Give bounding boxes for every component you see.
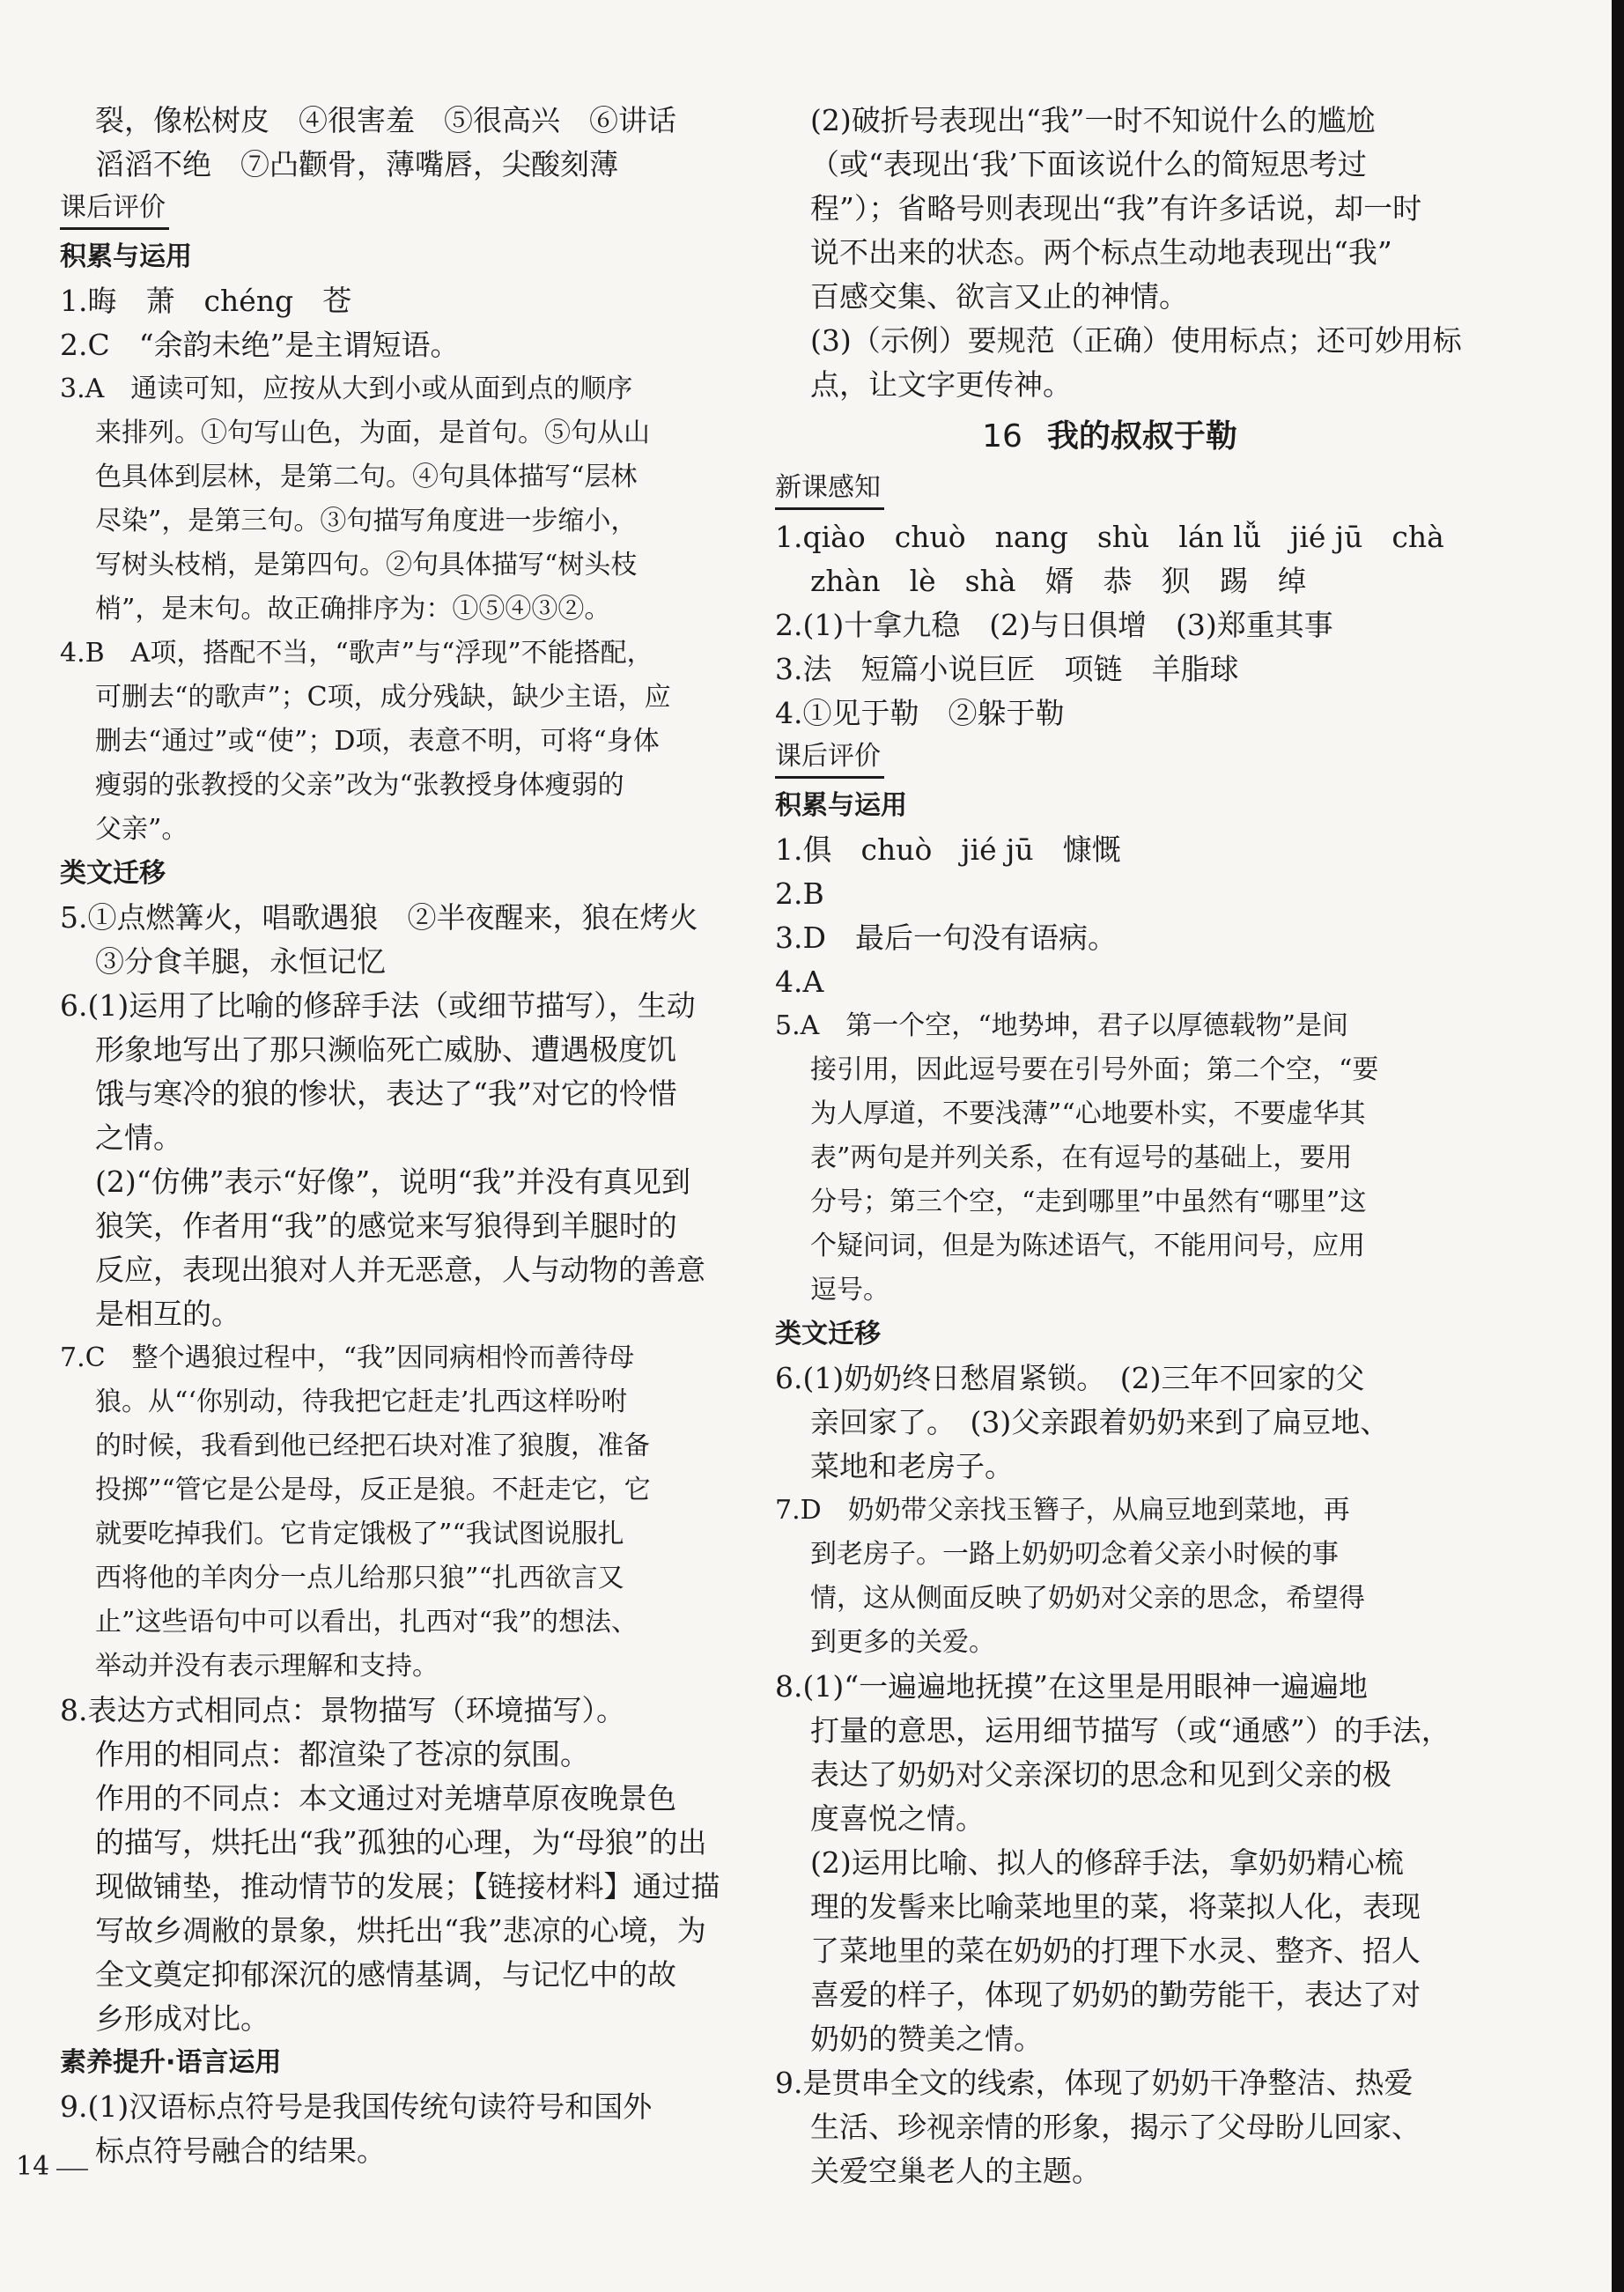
text-line: (2)破折号表现出“我”一时不知说什么的尴尬 xyxy=(810,103,1376,137)
new-lesson-answers xyxy=(775,515,1444,736)
text-line: 接引用，因此逗号要在引号外面；第二个空，“要 xyxy=(810,1054,1379,1085)
text-line: 作用的相同点：都渲染了苍凉的氛围。 xyxy=(95,1737,589,1771)
text-line: 说不出来的状态。两个标点生动地表现出“我” xyxy=(810,235,1392,270)
right-continuation xyxy=(775,99,1462,407)
text-line: 尽染”，是第三句。③句描写角度进一步缩小， xyxy=(95,506,638,536)
text-line: 7.D 奶奶带父亲找玉簪子，从扁豆地到菜地，再 xyxy=(775,1495,1350,1526)
text-line: 到更多的关爱。 xyxy=(810,1627,995,1658)
text-line: 现做铺垫，推动情节的发展；【链接材料】通过描 xyxy=(95,1869,720,1904)
text-line: 为人厚道，不要浅薄”“心地要朴实，不要虚华其 xyxy=(810,1098,1366,1129)
text-line: 作用的不同点：本文通过对羌塘草原夜晚景色 xyxy=(95,1781,676,1815)
text-line: 奶奶的赞美之情。 xyxy=(810,2022,1043,2056)
text-line: 8.(1)“一遍遍地抚摸”在这里是用眼神一遍遍地 xyxy=(775,1669,1368,1704)
right-column xyxy=(775,99,1462,2193)
text-line: 可删去“的歌声”；C项，成分残缺，缺少主语，应 xyxy=(95,682,671,713)
text-line: 举动并没有表示理解和支持。 xyxy=(95,1651,439,1682)
text-line: 关爱空巢老人的主题。 xyxy=(810,2154,1101,2188)
text-line: 个疑问词，但是为陈述语气，不能用问号，应用 xyxy=(810,1231,1365,1261)
text-line: 瘦弱的张教授的父亲”改为“张教授身体瘦弱的 xyxy=(95,770,624,801)
text-line: 的描写，烘托出“我”孤独的心理，为“母狼”的出 xyxy=(95,1825,707,1859)
accumulation-answers-2 xyxy=(775,828,1444,1312)
accumulation-answers xyxy=(60,279,729,852)
text-line: 2.C “余韵未绝”是主谓短语。 xyxy=(60,328,460,362)
text-line: 3.法 短篇小说巨匠 项链 羊脂球 xyxy=(775,652,1239,686)
text-line: 色具体到层林，是第二句。④句具体描写“层林 xyxy=(95,462,638,492)
section-tag-after-class-eval: 课后评价 xyxy=(60,190,169,230)
lesson-title xyxy=(775,412,1444,462)
text-line: 点，让文字更传神。 xyxy=(810,367,1072,402)
similar-text-answers-2 xyxy=(775,1357,1451,2193)
text-line: 生活、珍视亲情的形象，揭示了父母盼儿回家、 xyxy=(810,2110,1421,2144)
text-line: 3.A 通读可知，应按从大到小或从面到点的顺序 xyxy=(60,373,633,404)
text-line: 打量的意思，运用细节描写（或“通感”）的手法， xyxy=(810,1713,1451,1748)
text-line: 6.(1)运用了比喻的修辞手法（或细节描写），生动 xyxy=(60,988,696,1023)
text-line: 9.是贯串全文的线索，体现了奶奶干净整洁、热爱 xyxy=(775,2066,1414,2100)
page-number: 14 xyxy=(16,2151,50,2182)
text-line: 标点符号融合的结果。 xyxy=(95,2133,386,2168)
text-line: 3.D 最后一句没有语病。 xyxy=(775,920,1117,955)
section-heading-accumulation-2: 积累与运用 xyxy=(775,790,907,821)
text-line: 菜地和老房子。 xyxy=(810,1449,1014,1483)
text-line: 来排列。①句写山色，为面，是首句。⑤句从山 xyxy=(95,418,650,448)
similar-text-answers xyxy=(60,896,729,2041)
text-line: zhàn lè shà 婿 恭 狈 踢 绰 xyxy=(810,564,1307,598)
lesson-name: 我的叔叔于勒 xyxy=(1046,418,1237,455)
text-line: 乡形成对比。 xyxy=(95,2001,269,2036)
text-line: 4.①见于勒 ②躲于勒 xyxy=(775,696,1065,730)
text-line: 写树头枝梢，是第四句。②句具体描写“树头枝 xyxy=(95,550,638,580)
text-line: 删去“通过”或“使”；D项，表意不明，可将“身体 xyxy=(95,726,660,757)
text-line: 父亲”。 xyxy=(95,814,188,845)
text-line: 狼。从“‘你别动，待我把它赶走’扎西这样吩咐 xyxy=(95,1386,628,1417)
text-line: 是相互的。 xyxy=(95,1297,240,1331)
section-heading-literacy: 素养提升·语言运用 xyxy=(60,2047,282,2078)
text-line: 1.俱 chuò jié jū 慷慨 xyxy=(775,832,1121,867)
text-line: 表”两句是并列关系，在有逗号的基础上，要用 xyxy=(810,1142,1353,1173)
text-line: 2.B xyxy=(775,876,824,911)
text-line: 逗号。 xyxy=(810,1275,890,1305)
text-line: 4.A xyxy=(775,965,824,999)
text-line: 喜爱的样子，体现了奶奶的勤劳能干，表达了对 xyxy=(810,1978,1421,2012)
text-line: 表达了奶奶对父亲深切的思念和见到父亲的极 xyxy=(810,1757,1391,1792)
text-line: 程”）；省略号则表现出“我”有许多话说，却一时 xyxy=(810,191,1422,226)
text-line: 2.(1)十拿九稳 (2)与日俱增 (3)郑重其事 xyxy=(775,608,1333,642)
section-heading-accumulation: 积累与运用 xyxy=(60,241,192,272)
text-line: 7.C 整个遇狼过程中，“我”因同病相怜而善待母 xyxy=(60,1342,635,1373)
text-line: 1.qiào chuò nang shù lán lǚ jié jū chà xyxy=(775,520,1444,554)
section-heading-similar-text: 类文迁移 xyxy=(60,858,166,889)
text-line: (2)“仿佛”表示“好像”，说明“我”并没有真见到 xyxy=(95,1164,690,1199)
text-line: （或“表现出‘我’下面该说什么的简短思考过 xyxy=(810,147,1367,181)
text-line: 了菜地里的菜在奶奶的打理下水灵、整齐、招人 xyxy=(810,1933,1421,1968)
text-line: 投掷”“管它是公是母，反正是狼。不赶走它，它 xyxy=(95,1475,651,1505)
text-line: 8.表达方式相同点：景物描写（环境描写）。 xyxy=(60,1693,625,1727)
text-line: 狼笑，作者用“我”的感觉来写狼得到羊腿时的 xyxy=(95,1209,677,1243)
text-line: 4.B A项，搭配不当，“歌声”与“浮现”不能搭配， xyxy=(60,638,653,669)
text-line: 分号；第三个空，“走到哪里”中虽然有“哪里”这 xyxy=(810,1187,1367,1217)
text-line: (2)运用比喻、拟人的修辞手法，拿奶奶精心梳 xyxy=(810,1845,1404,1880)
text-line: 到老房子。一路上奶奶叨念着父亲小时候的事 xyxy=(810,1539,1339,1570)
text-line: 亲回家了。 (3)父亲跟着奶奶来到了扁豆地、 xyxy=(810,1405,1390,1439)
text-line: 裂，像松树皮 ④很害羞 ⑤很高兴 ⑥讲话 xyxy=(95,103,676,137)
text-line: 情，这从侧面反映了奶奶对父亲的思念，希望得 xyxy=(810,1583,1365,1614)
text-line: 理的发髻来比喻菜地里的菜，将菜拟人化，表现 xyxy=(810,1889,1421,1924)
page-number-rule xyxy=(56,2169,88,2170)
text-line: 梢”，是末句。故正确排序为：①⑤④③②。 xyxy=(95,594,611,625)
lesson-number: 16 xyxy=(982,418,1022,455)
text-line: 5.A 第一个空，“地势坤，君子以厚德载物”是间 xyxy=(775,1010,1348,1041)
text-line: 之情。 xyxy=(95,1120,182,1155)
text-line: 反应，表现出狼对人并无恶意，人与动物的善意 xyxy=(95,1253,705,1287)
text-line: 饿与寒冷的狼的惨状，表达了“我”对它的怜惜 xyxy=(95,1076,677,1111)
text-line: 6.(1)奶奶终日愁眉紧锁。 (2)三年不回家的父 xyxy=(775,1361,1365,1395)
section-tag-after-class-eval-2: 课后评价 xyxy=(775,739,884,779)
text-line: 5.①点燃篝火，唱歌遇狼 ②半夜醒来，狼在烤火 xyxy=(60,900,698,935)
text-line: 滔滔不绝 ⑦凸颧骨，薄嘴唇，尖酸刻薄 xyxy=(95,147,618,181)
section-heading-similar-text-2: 类文迁移 xyxy=(775,1319,881,1349)
text-line: (3)（示例）要规范（正确）使用标点；还可妙用标 xyxy=(810,323,1462,358)
text-line: 9.(1)汉语标点符号是我国传统句读符号和国外 xyxy=(60,2089,653,2124)
section-tag-new-lesson: 新课感知 xyxy=(775,470,884,510)
text-line: 度喜悦之情。 xyxy=(810,1801,985,1836)
literacy-answers xyxy=(60,2085,729,2173)
text-line: 百感交集、欲言又止的神情。 xyxy=(810,279,1188,314)
text-line: 1.晦 萧 chéng 苍 xyxy=(60,284,352,318)
text-line: 西将他的羊肉分一点儿给那只狼”“扎西欲言又 xyxy=(95,1563,624,1593)
text-line: ③分食羊腿，永恒记忆 xyxy=(95,944,386,979)
text-line: 写故乡凋敝的景象，烘托出“我”悲凉的心境，为 xyxy=(95,1913,706,1948)
page-edge-shadow xyxy=(1612,0,1624,2292)
text-line: 就要吃掉我们。它肯定饿极了”“我试图说服扎 xyxy=(95,1519,624,1549)
left-column xyxy=(60,99,729,2173)
text-line: 全文奠定抑郁深沉的感情基调，与记忆中的故 xyxy=(95,1957,676,1992)
text-line: 形象地写出了那只濒临死亡威胁、遭遇极度饥 xyxy=(95,1032,676,1067)
left-continuation xyxy=(60,99,729,187)
text-line: 止”这些语句中可以看出，扎西对“我”的想法、 xyxy=(95,1607,639,1638)
text-line: 的时候，我看到他已经把石块对准了狼腹，准备 xyxy=(95,1431,650,1461)
